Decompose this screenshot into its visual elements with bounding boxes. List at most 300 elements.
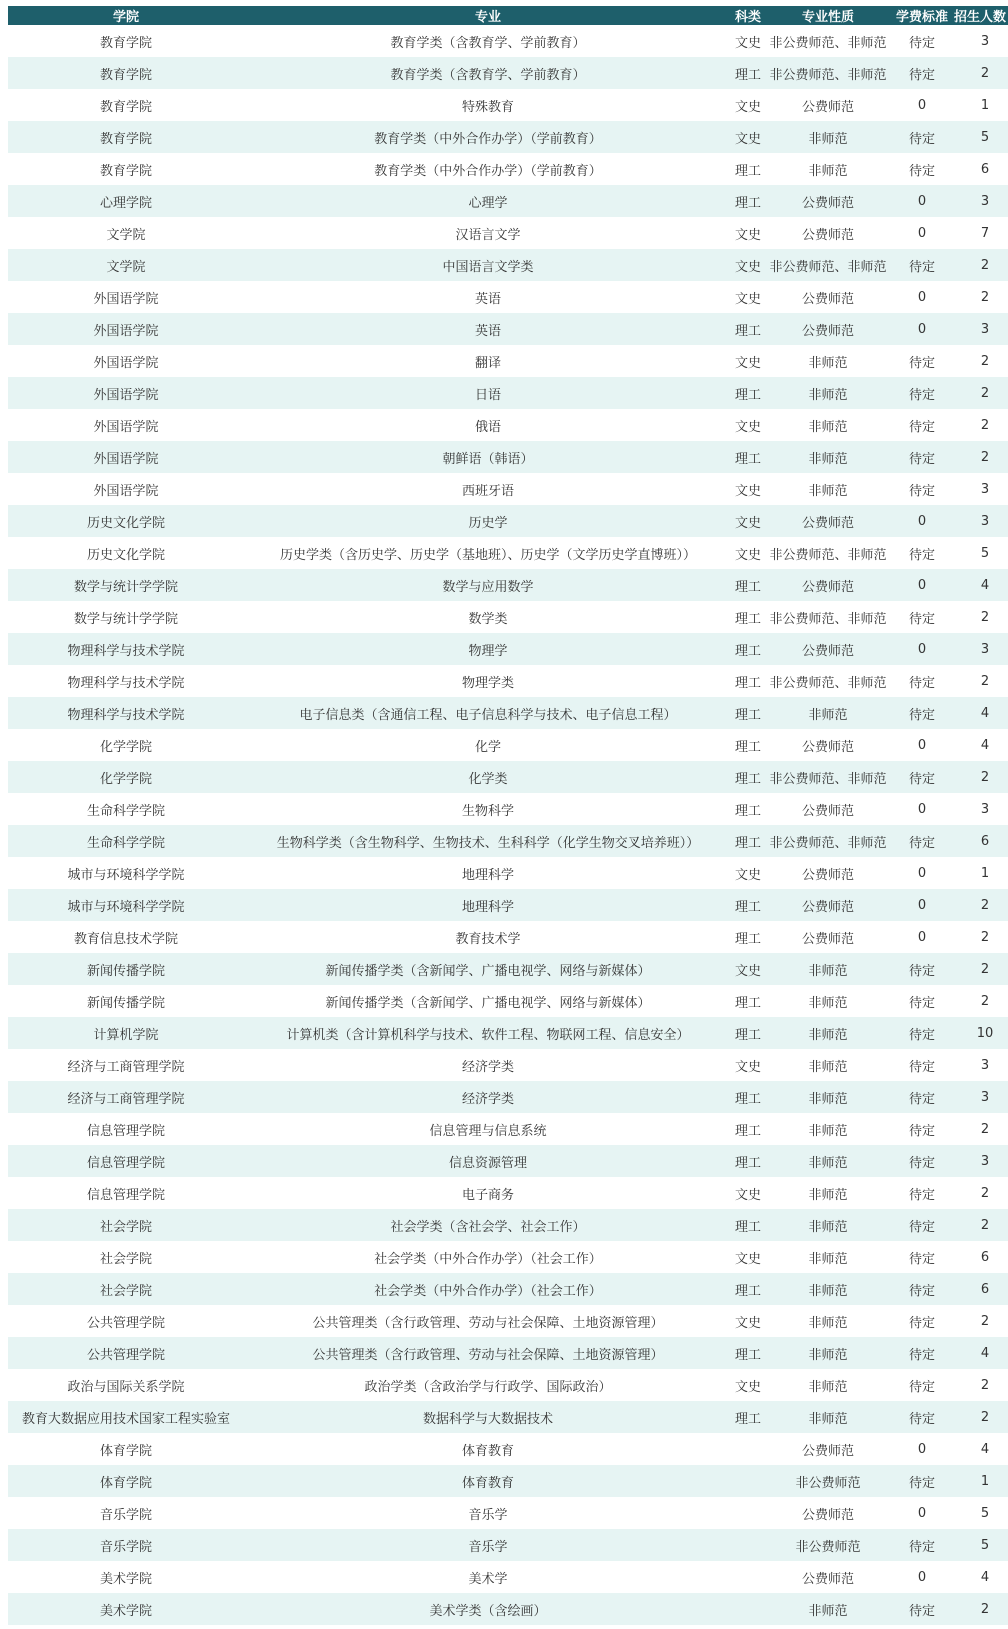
enrollment-cell: 2 [952,1177,1008,1209]
major-type-cell: 公费师范 [764,505,892,537]
major-type-cell: 非师范 [764,1209,892,1241]
major-type-cell: 公费师范 [764,729,892,761]
enrollment-cell: 3 [952,185,1008,217]
tuition-cell: 待定 [892,1177,952,1209]
college-cell: 教育学院 [8,121,244,153]
table-row [8,1049,1008,1081]
category-cell: 理工 [732,1209,764,1241]
major-cell: 化学类 [244,761,732,793]
tuition-cell: 待定 [892,441,952,473]
tuition-cell: 0 [892,505,952,537]
enrollment-cell: 2 [952,1305,1008,1337]
major-cell: 翻译 [244,345,732,377]
major-cell: 生物科学 [244,793,732,825]
category-cell: 文史 [732,121,764,153]
enrollment-cell: 3 [952,1145,1008,1177]
category-cell: 理工 [732,697,764,729]
table-row [8,121,1008,153]
tuition-cell: 待定 [892,697,952,729]
major-cell: 日语 [244,377,732,409]
tuition-cell: 待定 [892,1081,952,1113]
table-row [8,665,1008,697]
table-row [8,537,1008,569]
tuition-cell: 0 [892,921,952,953]
admission-table-container [8,6,1008,1626]
tuition-cell: 待定 [892,1241,952,1273]
major-cell: 美术学 [244,1561,732,1593]
category-cell: 文史 [732,1305,764,1337]
enrollment-cell: 2 [952,441,1008,473]
enrollment-cell: 5 [952,1497,1008,1529]
major-type-cell: 非师范 [764,1273,892,1305]
enrollment-cell: 5 [952,1529,1008,1561]
category-cell: 理工 [732,761,764,793]
category-cell: 文史 [732,537,764,569]
major-cell: 英语 [244,313,732,345]
major-cell: 数学类 [244,601,732,633]
major-cell: 社会学类（含社会学、社会工作） [244,1209,732,1241]
college-cell: 信息管理学院 [8,1145,244,1177]
college-cell: 物理科学与技术学院 [8,665,244,697]
tuition-cell: 待定 [892,761,952,793]
tuition-cell: 待定 [892,25,952,57]
major-type-cell: 非师范 [764,1081,892,1113]
major-cell: 物理学 [244,633,732,665]
enrollment-cell: 4 [952,1433,1008,1465]
category-cell: 理工 [732,1113,764,1145]
table-header-row [8,6,1008,25]
enrollment-cell: 1 [952,857,1008,889]
table-row [8,57,1008,89]
enrollment-cell: 4 [952,1561,1008,1593]
table-row [8,1305,1008,1337]
college-cell: 新闻传播学院 [8,953,244,985]
college-cell: 体育学院 [8,1465,244,1497]
table-row [8,313,1008,345]
enrollment-cell: 6 [952,153,1008,185]
major-cell: 物理学类 [244,665,732,697]
major-type-cell: 公费师范 [764,793,892,825]
college-cell: 数学与统计学学院 [8,601,244,633]
tuition-cell: 0 [892,1497,952,1529]
college-cell: 外国语学院 [8,313,244,345]
major-type-cell: 非师范 [764,1049,892,1081]
header-enrollment: 招生人数 [952,6,1008,25]
college-cell: 音乐学院 [8,1497,244,1529]
enrollment-cell: 2 [952,281,1008,313]
category-cell: 理工 [732,1401,764,1433]
category-cell: 理工 [732,441,764,473]
college-cell: 教育学院 [8,25,244,57]
major-cell: 俄语 [244,409,732,441]
major-type-cell: 非师范 [764,345,892,377]
table-row [8,889,1008,921]
enrollment-cell: 4 [952,1337,1008,1369]
college-cell: 外国语学院 [8,345,244,377]
major-cell: 汉语言文学 [244,217,732,249]
major-cell: 中国语言文学类 [244,249,732,281]
table-row [8,601,1008,633]
major-cell: 电子信息类（含通信工程、电子信息科学与技术、电子信息工程） [244,697,732,729]
category-cell: 文史 [732,953,764,985]
major-cell: 政治学类（含政治学与行政学、国际政治） [244,1369,732,1401]
tuition-cell: 0 [892,569,952,601]
tuition-cell: 0 [892,857,952,889]
table-row [8,1465,1008,1497]
category-cell: 理工 [732,985,764,1017]
enrollment-cell: 7 [952,217,1008,249]
table-row [8,441,1008,473]
major-cell: 教育技术学 [244,921,732,953]
category-cell [732,1561,764,1593]
major-cell: 朝鲜语（韩语） [244,441,732,473]
table-row [8,1497,1008,1529]
table-row [8,25,1008,57]
enrollment-cell: 3 [952,793,1008,825]
category-cell: 理工 [732,1081,764,1113]
enrollment-cell: 2 [952,601,1008,633]
tuition-cell: 待定 [892,665,952,697]
major-type-cell: 非师范 [764,1593,892,1625]
college-cell: 生命科学学院 [8,793,244,825]
category-cell [732,1593,764,1625]
enrollment-cell: 10 [952,1017,1008,1049]
table-row [8,985,1008,1017]
table-row [8,153,1008,185]
major-type-cell: 公费师范 [764,89,892,121]
tuition-cell: 0 [892,185,952,217]
major-cell: 体育教育 [244,1465,732,1497]
table-row [8,1177,1008,1209]
table-row [8,1273,1008,1305]
college-cell: 社会学院 [8,1273,244,1305]
college-cell: 物理科学与技术学院 [8,697,244,729]
tuition-cell: 待定 [892,1209,952,1241]
enrollment-cell: 3 [952,1081,1008,1113]
tuition-cell: 待定 [892,985,952,1017]
tuition-cell: 待定 [892,409,952,441]
college-cell: 计算机学院 [8,1017,244,1049]
major-cell: 信息资源管理 [244,1145,732,1177]
category-cell: 文史 [732,857,764,889]
major-cell: 信息管理与信息系统 [244,1113,732,1145]
table-row [8,1433,1008,1465]
enrollment-cell: 2 [952,953,1008,985]
table-row [8,761,1008,793]
table-row [8,1337,1008,1369]
major-type-cell: 公费师范 [764,281,892,313]
major-type-cell: 非公费师范 [764,1529,892,1561]
table-row [8,1017,1008,1049]
category-cell: 理工 [732,889,764,921]
category-cell: 理工 [732,1017,764,1049]
major-cell: 数学与应用数学 [244,569,732,601]
tuition-cell: 待定 [892,473,952,505]
tuition-cell: 待定 [892,57,952,89]
major-type-cell: 非公费师范、非师范 [764,249,892,281]
table-row [8,697,1008,729]
major-cell: 西班牙语 [244,473,732,505]
college-cell: 外国语学院 [8,377,244,409]
college-cell: 政治与国际关系学院 [8,1369,244,1401]
enrollment-cell: 2 [952,1209,1008,1241]
tuition-cell: 待定 [892,377,952,409]
enrollment-cell: 1 [952,89,1008,121]
enrollment-cell: 3 [952,633,1008,665]
major-type-cell: 非师范 [764,473,892,505]
major-type-cell: 非师范 [764,953,892,985]
table-row [8,377,1008,409]
tuition-cell: 待定 [892,249,952,281]
major-cell: 美术学类（含绘画） [244,1593,732,1625]
major-type-cell: 非师范 [764,697,892,729]
tuition-cell: 0 [892,729,952,761]
college-cell: 信息管理学院 [8,1113,244,1145]
college-cell: 经济与工商管理学院 [8,1081,244,1113]
enrollment-cell: 2 [952,57,1008,89]
category-cell: 文史 [732,217,764,249]
tuition-cell: 待定 [892,1049,952,1081]
college-cell: 化学学院 [8,761,244,793]
table-row [8,249,1008,281]
tuition-cell: 待定 [892,1305,952,1337]
college-cell: 美术学院 [8,1561,244,1593]
major-cell: 历史学类（含历史学、历史学（基地班）、历史学（文学历史学直博班）） [244,537,732,569]
college-cell: 教育学院 [8,89,244,121]
enrollment-cell: 2 [952,409,1008,441]
college-cell: 美术学院 [8,1593,244,1625]
major-cell: 新闻传播学类（含新闻学、广播电视学、网络与新媒体） [244,953,732,985]
table-row [8,921,1008,953]
tuition-cell: 待定 [892,1465,952,1497]
table-row [8,1593,1008,1625]
major-type-cell: 公费师范 [764,185,892,217]
major-cell: 地理科学 [244,857,732,889]
category-cell: 文史 [732,1177,764,1209]
enrollment-cell: 2 [952,249,1008,281]
major-cell: 历史学 [244,505,732,537]
major-type-cell: 非师范 [764,1337,892,1369]
major-cell: 化学 [244,729,732,761]
category-cell: 理工 [732,665,764,697]
enrollment-cell: 2 [952,1113,1008,1145]
major-type-cell: 非师范 [764,1177,892,1209]
table-row [8,1081,1008,1113]
enrollment-cell: 3 [952,473,1008,505]
tuition-cell: 待定 [892,1369,952,1401]
major-cell: 电子商务 [244,1177,732,1209]
enrollment-cell: 6 [952,1241,1008,1273]
category-cell: 文史 [732,1369,764,1401]
enrollment-cell: 2 [952,921,1008,953]
tuition-cell: 待定 [892,1145,952,1177]
enrollment-cell: 2 [952,889,1008,921]
major-type-cell: 非师范 [764,985,892,1017]
major-type-cell: 公费师范 [764,313,892,345]
enrollment-cell: 2 [952,761,1008,793]
category-cell [732,1465,764,1497]
major-cell: 生物科学类（含生物科学、生物技术、生科科学（化学生物交叉培养班）） [244,825,732,857]
enrollment-cell: 3 [952,25,1008,57]
category-cell: 理工 [732,313,764,345]
college-cell: 外国语学院 [8,473,244,505]
major-type-cell: 非师范 [764,1145,892,1177]
category-cell: 理工 [732,633,764,665]
major-type-cell: 公费师范 [764,1561,892,1593]
category-cell: 文史 [732,1241,764,1273]
tuition-cell: 0 [892,793,952,825]
table-row [8,1209,1008,1241]
major-type-cell: 非师范 [764,1113,892,1145]
table-row [8,1369,1008,1401]
enrollment-cell: 3 [952,313,1008,345]
college-cell: 公共管理学院 [8,1337,244,1369]
major-type-cell: 公费师范 [764,217,892,249]
category-cell [732,1497,764,1529]
category-cell: 理工 [732,825,764,857]
table-row [8,281,1008,313]
tuition-cell: 待定 [892,601,952,633]
major-type-cell: 公费师范 [764,633,892,665]
category-cell: 文史 [732,409,764,441]
major-cell: 计算机类（含计算机科学与技术、软件工程、物联网工程、信息安全） [244,1017,732,1049]
tuition-cell: 待定 [892,537,952,569]
major-type-cell: 非师范 [764,441,892,473]
admission-table [8,6,1008,1625]
college-cell: 教育信息技术学院 [8,921,244,953]
category-cell [732,1433,764,1465]
table-row [8,1529,1008,1561]
major-cell: 公共管理类（含行政管理、劳动与社会保障、土地资源管理） [244,1305,732,1337]
category-cell: 理工 [732,185,764,217]
college-cell: 教育学院 [8,153,244,185]
table-row [8,857,1008,889]
enrollment-cell: 6 [952,825,1008,857]
table-row [8,793,1008,825]
enrollment-cell: 2 [952,985,1008,1017]
college-cell: 教育大数据应用技术国家工程实验室 [8,1401,244,1433]
college-cell: 城市与环境科学学院 [8,889,244,921]
college-cell: 化学学院 [8,729,244,761]
table-row [8,729,1008,761]
table-row [8,633,1008,665]
table-row [8,1401,1008,1433]
table-row [8,473,1008,505]
header-tuition: 学费标准 [892,6,952,25]
enrollment-cell: 4 [952,729,1008,761]
category-cell [732,1529,764,1561]
category-cell: 文史 [732,281,764,313]
major-type-cell: 公费师范 [764,1433,892,1465]
category-cell: 理工 [732,601,764,633]
major-type-cell: 非公费师范、非师范 [764,25,892,57]
tuition-cell: 待定 [892,953,952,985]
tuition-cell: 0 [892,1561,952,1593]
table-row [8,569,1008,601]
major-type-cell: 公费师范 [764,569,892,601]
category-cell: 理工 [732,921,764,953]
tuition-cell: 待定 [892,1017,952,1049]
college-cell: 历史文化学院 [8,505,244,537]
tuition-cell: 待定 [892,1401,952,1433]
major-cell: 心理学 [244,185,732,217]
table-row [8,217,1008,249]
major-type-cell: 非师范 [764,153,892,185]
category-cell: 理工 [732,153,764,185]
tuition-cell: 待定 [892,121,952,153]
enrollment-cell: 1 [952,1465,1008,1497]
major-type-cell: 非公费师范、非师范 [764,601,892,633]
category-cell: 理工 [732,569,764,601]
category-cell: 文史 [732,89,764,121]
college-cell: 物理科学与技术学院 [8,633,244,665]
enrollment-cell: 3 [952,505,1008,537]
category-cell: 文史 [732,25,764,57]
major-type-cell: 非师范 [764,1369,892,1401]
major-type-cell: 非公费师范 [764,1465,892,1497]
category-cell: 文史 [732,249,764,281]
college-cell: 生命科学学院 [8,825,244,857]
major-cell: 社会学类（中外合作办学）（社会工作） [244,1241,732,1273]
header-college: 学院 [8,6,244,25]
major-type-cell: 公费师范 [764,921,892,953]
tuition-cell: 待定 [892,153,952,185]
college-cell: 社会学院 [8,1209,244,1241]
major-type-cell: 非公费师范、非师范 [764,665,892,697]
college-cell: 经济与工商管理学院 [8,1049,244,1081]
college-cell: 文学院 [8,249,244,281]
tuition-cell: 待定 [892,345,952,377]
college-cell: 教育学院 [8,57,244,89]
tuition-cell: 待定 [892,1273,952,1305]
major-cell: 教育学类（中外合作办学）（学前教育） [244,121,732,153]
enrollment-cell: 2 [952,1593,1008,1625]
category-cell: 理工 [732,793,764,825]
enrollment-cell: 2 [952,1401,1008,1433]
enrollment-cell: 4 [952,697,1008,729]
tuition-cell: 待定 [892,825,952,857]
major-type-cell: 非公费师范、非师范 [764,761,892,793]
category-cell: 文史 [732,345,764,377]
major-type-cell: 非师范 [764,1017,892,1049]
college-cell: 心理学院 [8,185,244,217]
enrollment-cell: 2 [952,1369,1008,1401]
major-cell: 新闻传播学类（含新闻学、广播电视学、网络与新媒体） [244,985,732,1017]
major-cell: 地理科学 [244,889,732,921]
tuition-cell: 0 [892,889,952,921]
table-row [8,1241,1008,1273]
table-row [8,1561,1008,1593]
college-cell: 数学与统计学学院 [8,569,244,601]
tuition-cell: 0 [892,281,952,313]
college-cell: 城市与环境科学学院 [8,857,244,889]
college-cell: 音乐学院 [8,1529,244,1561]
table-row [8,953,1008,985]
major-type-cell: 非公费师范、非师范 [764,537,892,569]
college-cell: 外国语学院 [8,409,244,441]
category-cell: 文史 [732,505,764,537]
major-type-cell: 公费师范 [764,857,892,889]
tuition-cell: 0 [892,217,952,249]
table-row [8,825,1008,857]
college-cell: 外国语学院 [8,281,244,313]
college-cell: 体育学院 [8,1433,244,1465]
table-row [8,409,1008,441]
college-cell: 文学院 [8,217,244,249]
enrollment-cell: 3 [952,1049,1008,1081]
table-row [8,345,1008,377]
college-cell: 社会学院 [8,1241,244,1273]
